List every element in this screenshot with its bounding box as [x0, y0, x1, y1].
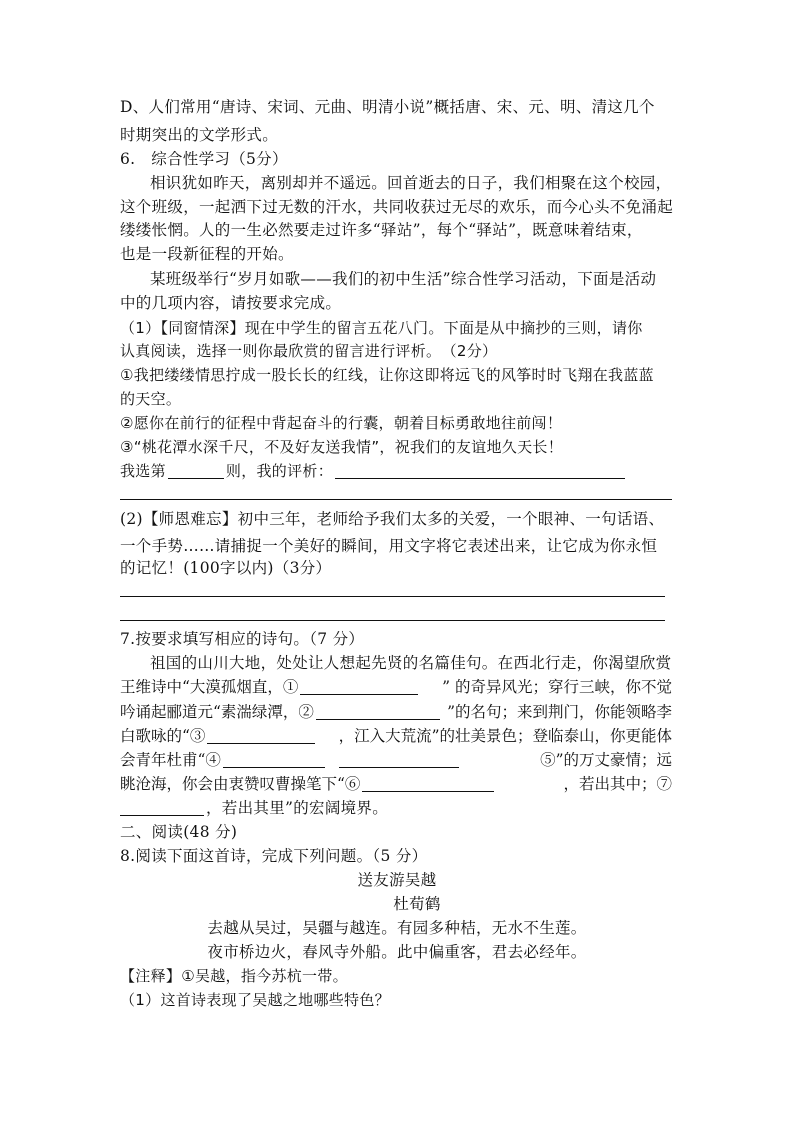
- q6-intro-line1: 相识犹如昨天，离别却并不遥远。回首逝去的日子，我们相聚在这个校园，: [150, 174, 672, 192]
- poem-verse-2: 夜市桥边火，春风寺外船。此中偏重客，君去必经年。: [207, 943, 587, 961]
- q7-line2-b: ” 的奇异风光；穿行三峡，你不觉: [442, 678, 672, 696]
- poem-note: 【注释】①吴越，指今苏杭一带。: [120, 967, 348, 985]
- q6-intro-line3: 缕缕怅惘。人的一生必然要走过许多“驿站”，每个“驿站”，既意味着结束，: [120, 221, 643, 239]
- choice-number-blank[interactable]: [168, 462, 224, 479]
- q6-choice-line: [120, 460, 627, 482]
- choice-prefix: 我选第: [120, 462, 166, 480]
- q7-line7: [120, 797, 388, 819]
- q8-part1: （1）这首诗表现了吴越之地哪些特色？: [120, 991, 390, 1009]
- poem-blank-2[interactable]: [316, 703, 440, 720]
- q7-line6: [120, 773, 672, 795]
- q7-line3-a: 吟诵起郦道元“素湍绿潭，②: [120, 703, 314, 721]
- q7-line5: [120, 749, 672, 771]
- q6-part1-line1: （1）【同窗情深】现在中学生的留言五花八门。下面是从中摘抄的三则，请你: [120, 319, 643, 337]
- q6-message-1-line2: 的天空。: [120, 390, 182, 408]
- q7-line3-b: ”的名句；来到荆门，你能领略李: [447, 703, 672, 721]
- q6-activity-line1: 某班级举行“岁月如歌——我们的初中生活”综合性学习活动，下面是活动: [150, 270, 657, 288]
- poem-blank-4[interactable]: [223, 751, 325, 768]
- q6-part1-line2: 认真阅读，选择一则你最欣赏的留言进行评析。 （2分）: [120, 342, 498, 360]
- choice-suffix: 则，我的评析：: [225, 462, 334, 480]
- q6-part2-line2: 一个手势……请捕捉一个美好的瞬间，用文字将它表述出来，让它成为你永恒: [120, 537, 658, 555]
- q7-line4-a: 白歌咏的“③: [120, 727, 206, 745]
- q7-line5-a: 会青年杜甫“④: [120, 751, 221, 769]
- q7-line5-b: ⑤”的万丈豪情；远: [540, 751, 672, 769]
- q6-part2-line3: 的记忆！(100字以内)（3分）: [120, 559, 332, 577]
- poem-blank-6[interactable]: [362, 775, 494, 792]
- q7-line3: [120, 701, 672, 723]
- q6-message-2: ②愿你在前行的征程中背起奋斗的行囊，朝着目标勇敢地往前闯！: [120, 414, 563, 432]
- poem-blank-1[interactable]: [300, 678, 418, 695]
- q7-heading: 7.按要求填写相应的诗句。（7 分）: [120, 630, 365, 648]
- q7-line2: [120, 676, 672, 698]
- q7-line7-text: ，若出其里”的宏阔境界。: [206, 799, 389, 817]
- poem-blank-3[interactable]: [207, 727, 315, 744]
- q6-activity-line2: 中的几项内容，请按要求完成。: [120, 294, 342, 312]
- memory-answer-line-2[interactable]: [120, 620, 665, 621]
- q7-line6-a: 眺沧海，你会由衷赞叹曹操笔下“⑥: [120, 775, 361, 793]
- q6-intro-line2: 这个班级，一起洒下过无数的汗水，共同收获过无尽的欢乐，而今心头不免涌起: [120, 198, 674, 216]
- poem-author: 杜荀鹤: [393, 895, 441, 913]
- q7-line1: 祖国的山川大地，处处让人想起先贤的名篇佳句。在西北行走，你渴望欣赏: [150, 654, 672, 672]
- poem-title: 送友游吴越: [357, 871, 437, 889]
- poem-verse-1: 去越从吴过，吴疆与越连。有园多种桔，无水不生莲。: [207, 919, 587, 937]
- q7-line4: [120, 725, 672, 747]
- poem-blank-5[interactable]: [339, 751, 459, 768]
- q6-message-3: ③“桃花潭水深千尺，不及好友送我情”，祝我们的友谊地久天长！: [120, 438, 563, 456]
- section-2-heading: 二、阅读(48 分): [120, 823, 238, 841]
- q7-line4-b: ，江入大荒流”的壮美景色；登临泰山，你更能体: [338, 727, 672, 745]
- evaluation-blank[interactable]: [335, 462, 625, 479]
- q8-heading: 8.阅读下面这首诗，完成下列问题。（5 分）: [120, 847, 428, 865]
- q6-intro-line4: 也是一段新征程的开始。: [120, 245, 294, 263]
- q7-line6-b: ，若出其中；⑦: [563, 775, 672, 793]
- q6-message-1-line1: ①我把缕缕情思拧成一股长长的红线，让你这即将远飞的风筝时时飞翔在我蓝蓝: [120, 366, 654, 384]
- q7-line2-a: 王维诗中“大漠孤烟直，①: [120, 678, 299, 696]
- q5-option-d-line1: D、人们常用“唐诗、宋词、元曲、明清小说”概括唐、宋、元、明、清这几个: [120, 98, 655, 116]
- q6-heading: 6. 综合性学习（5分）: [120, 150, 288, 168]
- memory-answer-line-1[interactable]: [120, 596, 665, 597]
- evaluation-answer-line[interactable]: [120, 499, 672, 500]
- poem-blank-7[interactable]: [120, 799, 204, 816]
- q5-option-d-line2: 时期突出的文学形式。: [120, 126, 279, 144]
- q6-part2-line1: (2)【师恩难忘】初中三年，老师给予我们太多的关爱，一个眼神、一句话语、: [120, 510, 665, 528]
